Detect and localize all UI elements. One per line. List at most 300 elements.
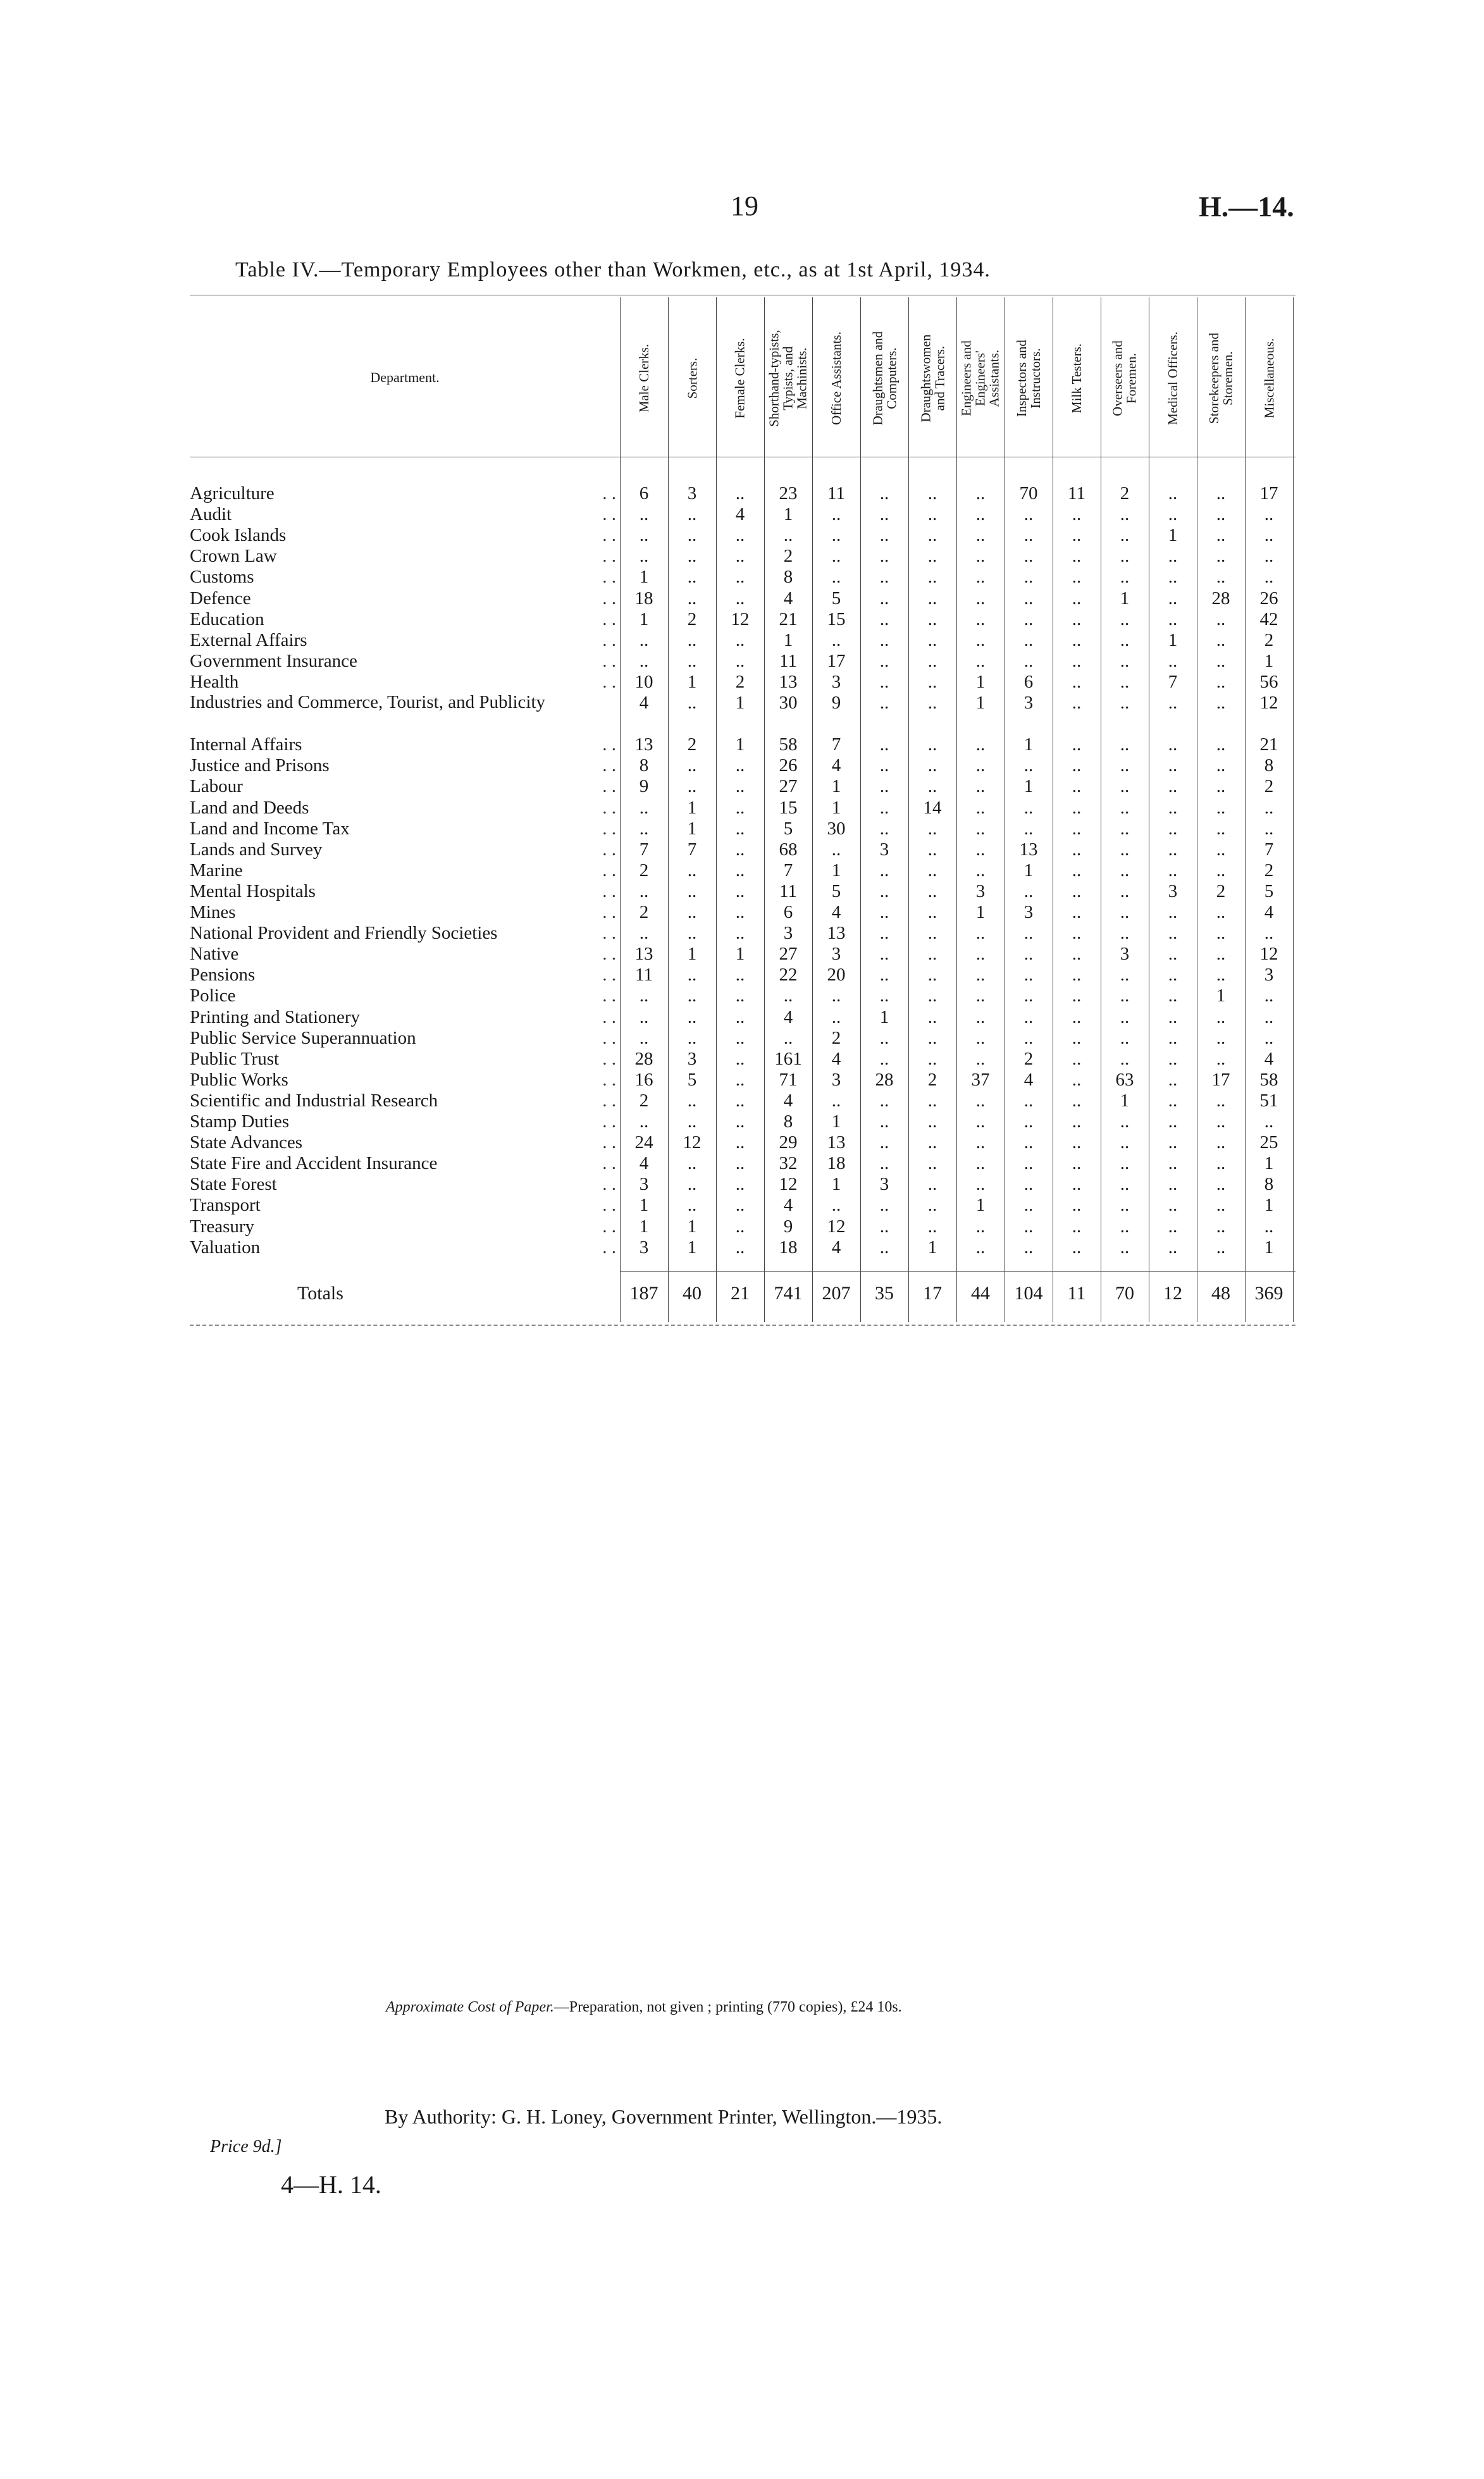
table-cell: ..	[927, 1027, 937, 1048]
table-cell: 7	[1264, 839, 1274, 860]
table-cell: ..	[879, 588, 889, 609]
table-cell: 1	[879, 1006, 889, 1027]
dot-leader: . .	[602, 588, 616, 609]
table-cell: ..	[975, 1237, 986, 1258]
column-header	[1054, 302, 1099, 454]
table-cell: 11	[779, 881, 797, 901]
table-cell: ..	[975, 755, 986, 776]
table-cell: ..	[927, 1132, 937, 1153]
department-name: Native	[190, 944, 239, 965]
table-cell: ..	[879, 818, 889, 839]
table-cell: ..	[879, 1195, 889, 1216]
table-cell: ..	[639, 797, 649, 818]
table-cell: ..	[783, 525, 793, 546]
table-cell: ..	[1023, 650, 1034, 671]
table-cell: ..	[1168, 755, 1178, 776]
table-cell: ..	[1023, 818, 1034, 839]
table-cell: ..	[1216, 1048, 1226, 1069]
table-cell: ..	[1072, 609, 1082, 629]
table-cell: 13	[1019, 839, 1038, 860]
table-cell: ..	[1216, 609, 1226, 629]
table-cell: 4	[831, 902, 841, 922]
table-cell: 4	[783, 1006, 793, 1027]
table-cell: ..	[639, 650, 649, 671]
table-cell: ..	[1120, 1153, 1130, 1174]
cost-of-paper-note	[386, 1999, 902, 2016]
column-header	[765, 302, 811, 454]
table-cell: 7	[831, 734, 841, 755]
table-cell: 2	[1264, 776, 1274, 797]
column-header-text: Office Assistants.	[828, 331, 844, 425]
table-cell: ..	[879, 776, 889, 797]
table-cell: ..	[927, 776, 937, 797]
table-cell: ..	[1216, 693, 1226, 713]
table-cell: ..	[927, 1195, 937, 1216]
table-cell: ..	[975, 567, 986, 588]
table-cell: ..	[927, 1048, 937, 1069]
table-cell: ..	[1072, 944, 1082, 965]
table-cell: ..	[1168, 1237, 1178, 1258]
dot-leader: . .	[602, 902, 616, 922]
column-header	[862, 302, 907, 454]
table-cell: ..	[1072, 986, 1082, 1006]
table-cell: 13	[634, 944, 653, 965]
table-cell: ..	[639, 1006, 649, 1027]
table-cell: ..	[639, 525, 649, 546]
department-name: Mines	[190, 902, 236, 922]
table-cell: 29	[779, 1132, 798, 1153]
table-cell: 5	[831, 588, 841, 609]
column-header	[910, 302, 955, 454]
dot-leader: . .	[602, 965, 616, 986]
table-cell: ..	[1120, 1111, 1130, 1132]
table-cell: ..	[831, 1090, 841, 1111]
table-cell: ..	[975, 1153, 986, 1174]
totals-cell: 17	[923, 1283, 942, 1304]
table-cell: 2	[1264, 860, 1274, 881]
table-cell: ..	[1216, 776, 1226, 797]
table-cell: ..	[831, 567, 841, 588]
column-header	[1150, 302, 1196, 454]
table-cell: ..	[1120, 1006, 1130, 1027]
table-cell: ..	[975, 923, 986, 944]
table-cell: ..	[1120, 734, 1130, 755]
table-cell: ..	[879, 609, 889, 629]
table-cell: ..	[1120, 1174, 1130, 1195]
cost-note-text: —Preparation, not given ; printing (770 copies), £24 10s.	[553, 1999, 902, 2015]
table-cell: 2	[831, 1027, 841, 1048]
table-cell: ..	[927, 693, 937, 713]
table-cell: ..	[1072, 1195, 1082, 1216]
table-cell: ..	[1216, 525, 1226, 546]
table-cell: 21	[1259, 734, 1278, 755]
table-cell: ..	[639, 546, 649, 567]
table-cell: 7	[687, 839, 697, 860]
table-cell: ..	[975, 965, 986, 986]
table-cell: ..	[1023, 1132, 1034, 1153]
table-cell: ..	[1072, 650, 1082, 671]
table-cell: ..	[1216, 671, 1226, 692]
table-cell: 15	[827, 609, 846, 629]
table-cell: 1	[783, 504, 793, 525]
dot-leader: . .	[602, 839, 616, 860]
table-cell: ..	[1120, 839, 1130, 860]
department-name: Education	[190, 609, 264, 629]
table-cell: 37	[971, 1069, 990, 1090]
table-cell: 18	[634, 588, 653, 609]
table-cell: 3	[1023, 902, 1034, 922]
table-cell: ..	[1168, 609, 1178, 629]
table-cell: ..	[1168, 734, 1178, 755]
table-cell: ..	[1023, 1027, 1034, 1048]
table-cell: 13	[827, 1132, 846, 1153]
table-cell: 1	[831, 797, 841, 818]
table-cell: ..	[927, 1174, 937, 1195]
table-cell: ..	[975, 776, 986, 797]
table-cell: 1	[687, 1237, 697, 1258]
table-cell: 58	[779, 734, 798, 755]
table-cell: ..	[1168, 776, 1178, 797]
table-cell: 13	[779, 671, 798, 692]
table-cell: ..	[879, 483, 889, 504]
column-header-text: Draughtsmen and Computers.	[869, 331, 899, 426]
table-cell: ..	[1264, 567, 1274, 588]
table-cell: ..	[879, 860, 889, 881]
table-cell: 1	[687, 818, 697, 839]
department-name: Valuation	[190, 1237, 261, 1258]
table-cell: 18	[827, 1153, 846, 1174]
table-cell: ..	[639, 923, 649, 944]
table-cell: ..	[1072, 734, 1082, 755]
table-cell: ..	[1072, 546, 1082, 567]
table-cell: 10	[634, 671, 653, 692]
table-cell: ..	[879, 650, 889, 671]
table-cell: ..	[1216, 546, 1226, 567]
dot-leader: . .	[602, 629, 616, 650]
table-cell: ..	[687, 1027, 697, 1048]
table-cell: 21	[779, 609, 798, 629]
table-cell: 9	[831, 693, 841, 713]
dot-leader: . .	[602, 1174, 616, 1195]
column-header	[813, 302, 859, 454]
table-cell: 3	[975, 881, 986, 901]
table-cell: ..	[1120, 965, 1130, 986]
table-cell: 4	[1023, 1069, 1034, 1090]
department-name: Pensions	[190, 965, 256, 986]
column-rule	[956, 297, 957, 1322]
totals-cell: 70	[1115, 1283, 1134, 1304]
table-title: Table IV.—Temporary Employees other than Workmen, etc., as at 1st April, 1934.	[235, 258, 991, 281]
table-cell: ..	[1120, 671, 1130, 692]
table-cell: ..	[1072, 671, 1082, 692]
table-cell: 1	[1264, 1237, 1274, 1258]
table-cell: ..	[735, 1195, 745, 1216]
table-cell: ..	[1120, 1132, 1130, 1153]
table-cell: ..	[927, 734, 937, 755]
table-cell: ..	[1168, 1048, 1178, 1069]
table-cell: 1	[1023, 776, 1034, 797]
table-cell: ..	[831, 1006, 841, 1027]
table-cell: ..	[1072, 1006, 1082, 1027]
dot-leader: . .	[602, 1132, 616, 1153]
table-cell: ..	[879, 567, 889, 588]
table-cell: ..	[1264, 986, 1274, 1006]
department-name: Crown Law	[190, 546, 277, 567]
table-cell: ..	[1216, 755, 1226, 776]
department-name: Health	[190, 671, 239, 692]
table-cell: 2	[783, 546, 793, 567]
table-cell: 28	[634, 1048, 653, 1069]
totals-top-rule	[620, 1271, 1295, 1272]
department-name: Labour	[190, 776, 243, 797]
table-cell: ..	[927, 609, 937, 629]
table-cell: ..	[1216, 504, 1226, 525]
table-cell: 13	[634, 734, 653, 755]
table-cell: 18	[779, 1237, 798, 1258]
table-cell: ..	[1216, 965, 1226, 986]
dot-leader: . .	[602, 1048, 616, 1069]
table-cell: 8	[783, 1111, 793, 1132]
table-cell: ..	[735, 588, 745, 609]
table-cell: ..	[1216, 1237, 1226, 1258]
table-cell: 27	[779, 944, 798, 965]
table-cell: 161	[774, 1048, 802, 1069]
table-cell: ..	[1216, 1132, 1226, 1153]
footer-code: 4—H. 14.	[281, 2170, 381, 2199]
dot-leader: . .	[602, 671, 616, 692]
table-cell: ..	[831, 525, 841, 546]
table-cell: 71	[779, 1069, 798, 1090]
table-cell: 1	[687, 797, 697, 818]
page-number: 19	[731, 190, 758, 221]
table-cell: ..	[831, 629, 841, 650]
column-header-text: Male Clerks.	[636, 343, 652, 413]
table-cell: ..	[1168, 1027, 1178, 1048]
table-cell: ..	[927, 818, 937, 839]
table-cell: ..	[1168, 797, 1178, 818]
totals-label: Totals	[297, 1283, 343, 1304]
table-cell: 1	[975, 671, 986, 692]
table-cell: ..	[1264, 818, 1274, 839]
table-cell: 1	[1216, 986, 1226, 1006]
table-cell: ..	[975, 483, 986, 504]
dot-leader: . .	[602, 881, 616, 901]
table-cell: ..	[975, 1090, 986, 1111]
table-cell: ..	[735, 776, 745, 797]
table-cell: ..	[735, 818, 745, 839]
dot-leader: . .	[602, 1090, 616, 1111]
table-cell: ..	[1072, 860, 1082, 881]
table-cell: 1	[975, 693, 986, 713]
department-name: Defence	[190, 588, 251, 609]
table-cell: ..	[1072, 776, 1082, 797]
table-cell: ..	[1216, 1216, 1226, 1237]
totals-cell: 21	[731, 1283, 750, 1304]
table-cell: 3	[687, 483, 697, 504]
table-cell: ..	[1216, 923, 1226, 944]
table-cell: ..	[687, 1153, 697, 1174]
column-header	[1006, 302, 1051, 454]
table-cell: 6	[1023, 671, 1034, 692]
department-name: Industries and Commerce, Tourist, and Publicity	[190, 692, 546, 712]
table-cell: ..	[1264, 923, 1274, 944]
table-cell: ..	[735, 986, 745, 1006]
column-rule	[668, 297, 669, 1322]
table-cell: 3	[639, 1237, 649, 1258]
table-cell: ..	[1168, 1216, 1178, 1237]
table-cell: ..	[1264, 1111, 1274, 1132]
totals-cell: 741	[774, 1283, 803, 1304]
table-cell: ..	[735, 629, 745, 650]
table-cell: 3	[1023, 693, 1034, 713]
table-cell: ..	[687, 860, 697, 881]
table-cell: ..	[1072, 504, 1082, 525]
table-cell: ..	[1120, 609, 1130, 629]
table-cell: ..	[1168, 818, 1178, 839]
department-name: National Provident and Friendly Societies	[190, 923, 498, 944]
column-header	[669, 302, 715, 454]
department-name: Land and Deeds	[190, 797, 309, 818]
table-cell: ..	[1168, 902, 1178, 922]
column-header	[717, 302, 763, 454]
table-cell: ..	[1216, 650, 1226, 671]
totals-cell: 11	[1067, 1283, 1086, 1304]
table-cell: 1	[927, 1237, 937, 1258]
dot-leader: . .	[602, 755, 616, 776]
column-rule	[620, 297, 621, 1322]
table-cell: 26	[1259, 588, 1278, 609]
table-cell: 2	[687, 609, 697, 629]
table-cell: ..	[1216, 483, 1226, 504]
table-cell: ..	[735, 923, 745, 944]
table-bottom-rule	[190, 1325, 1295, 1326]
table-cell: 28	[1211, 588, 1230, 609]
table-cell: ..	[1120, 650, 1130, 671]
table-cell: ..	[1120, 902, 1130, 922]
table-cell: ..	[639, 504, 649, 525]
table-cell: ..	[687, 755, 697, 776]
table-cell: ..	[879, 671, 889, 692]
department-name: Treasury	[190, 1216, 255, 1237]
department-name: Public Service Superannuation	[190, 1027, 416, 1048]
table-cell: ..	[687, 776, 697, 797]
table-cell: ..	[1072, 588, 1082, 609]
table-cell: ..	[1120, 1195, 1130, 1216]
dot-leader: . .	[602, 1237, 616, 1258]
table-cell: 11	[635, 965, 653, 986]
table-cell: ..	[1023, 1195, 1034, 1216]
table-cell: ..	[831, 839, 841, 860]
table-cell: 1	[831, 860, 841, 881]
table-cell: 26	[779, 755, 798, 776]
table-cell: 1	[1168, 629, 1178, 650]
table-cell: 3	[687, 1048, 697, 1069]
table-cell: 12	[1259, 944, 1278, 965]
table-cell: ..	[735, 1216, 745, 1237]
department-name: Justice and Prisons	[190, 755, 330, 776]
table-cell: ..	[687, 629, 697, 650]
table-cell: 70	[1019, 483, 1038, 504]
department-name: Marine	[190, 860, 243, 881]
table-cell: 4	[783, 1195, 793, 1216]
column-rule	[716, 297, 717, 1322]
table-cell: ..	[1072, 965, 1082, 986]
table-cell: ..	[783, 1027, 793, 1048]
table-cell: ..	[1168, 1132, 1178, 1153]
table-cell: 3	[831, 1069, 841, 1090]
table-cell: 12	[1259, 693, 1278, 713]
table-cell: ..	[1072, 1237, 1082, 1258]
table-cell: ..	[735, 1069, 745, 1090]
table-cell: 12	[779, 1174, 798, 1195]
dot-leader: . .	[602, 944, 616, 965]
dot-leader: . .	[602, 546, 616, 567]
table-cell: ..	[1216, 567, 1226, 588]
table-cell: ..	[1120, 860, 1130, 881]
table-cell: ..	[1072, 839, 1082, 860]
table-cell: 24	[634, 1132, 653, 1153]
table-cell: ..	[879, 734, 889, 755]
dot-leader: . .	[602, 483, 616, 504]
table-cell: ..	[975, 797, 986, 818]
department-name: Audit	[190, 504, 232, 525]
table-cell: 4	[1264, 1048, 1274, 1069]
table-cell: ..	[879, 1132, 889, 1153]
table-cell: ..	[879, 797, 889, 818]
table-cell: ..	[1168, 1069, 1178, 1090]
table-cell: ..	[1216, 902, 1226, 922]
table-cell: ..	[927, 629, 937, 650]
column-rule	[812, 297, 813, 1322]
table-cell: ..	[975, 1132, 986, 1153]
price: Price 9d.]	[210, 2137, 282, 2156]
column-header-text: Miscellaneous.	[1261, 338, 1277, 419]
table-cell: ..	[1023, 504, 1034, 525]
table-cell: 4	[735, 504, 745, 525]
table-cell: ..	[687, 986, 697, 1006]
dot-leader: . .	[602, 1153, 616, 1174]
table-cell: ..	[1216, 1195, 1226, 1216]
totals-cell: 187	[629, 1283, 659, 1304]
table-cell: ..	[927, 650, 937, 671]
table-cell: 2	[1216, 881, 1226, 901]
table-cell: ..	[735, 1174, 745, 1195]
table-cell: ..	[1023, 944, 1034, 965]
table-cell: 17	[1211, 1069, 1230, 1090]
table-cell: 1	[975, 1195, 986, 1216]
dot-leader: . .	[602, 609, 616, 629]
table-cell: ..	[1072, 567, 1082, 588]
dot-leader: . .	[602, 860, 616, 881]
table-cell: ..	[735, 1111, 745, 1132]
table-cell: 3	[879, 839, 889, 860]
table-cell: ..	[1072, 1048, 1082, 1069]
table-cell: ..	[975, 818, 986, 839]
department-name: Internal Affairs	[190, 734, 302, 755]
column-header-text: Draughtswomen and Tracers.	[917, 334, 947, 423]
table-cell: ..	[927, 504, 937, 525]
table-cell: ..	[1023, 1090, 1034, 1111]
table-cell: ..	[1264, 525, 1274, 546]
department-name: Scientific and Industrial Research	[190, 1090, 438, 1111]
table-cell: ..	[1072, 902, 1082, 922]
table-cell: 1	[831, 1111, 841, 1132]
table-cell: 1	[735, 693, 745, 713]
table-cell: ..	[1072, 1132, 1082, 1153]
table-cell: ..	[975, 1048, 986, 1069]
table-cell: 7	[1168, 671, 1178, 692]
department-name: Mental Hospitals	[190, 881, 316, 901]
